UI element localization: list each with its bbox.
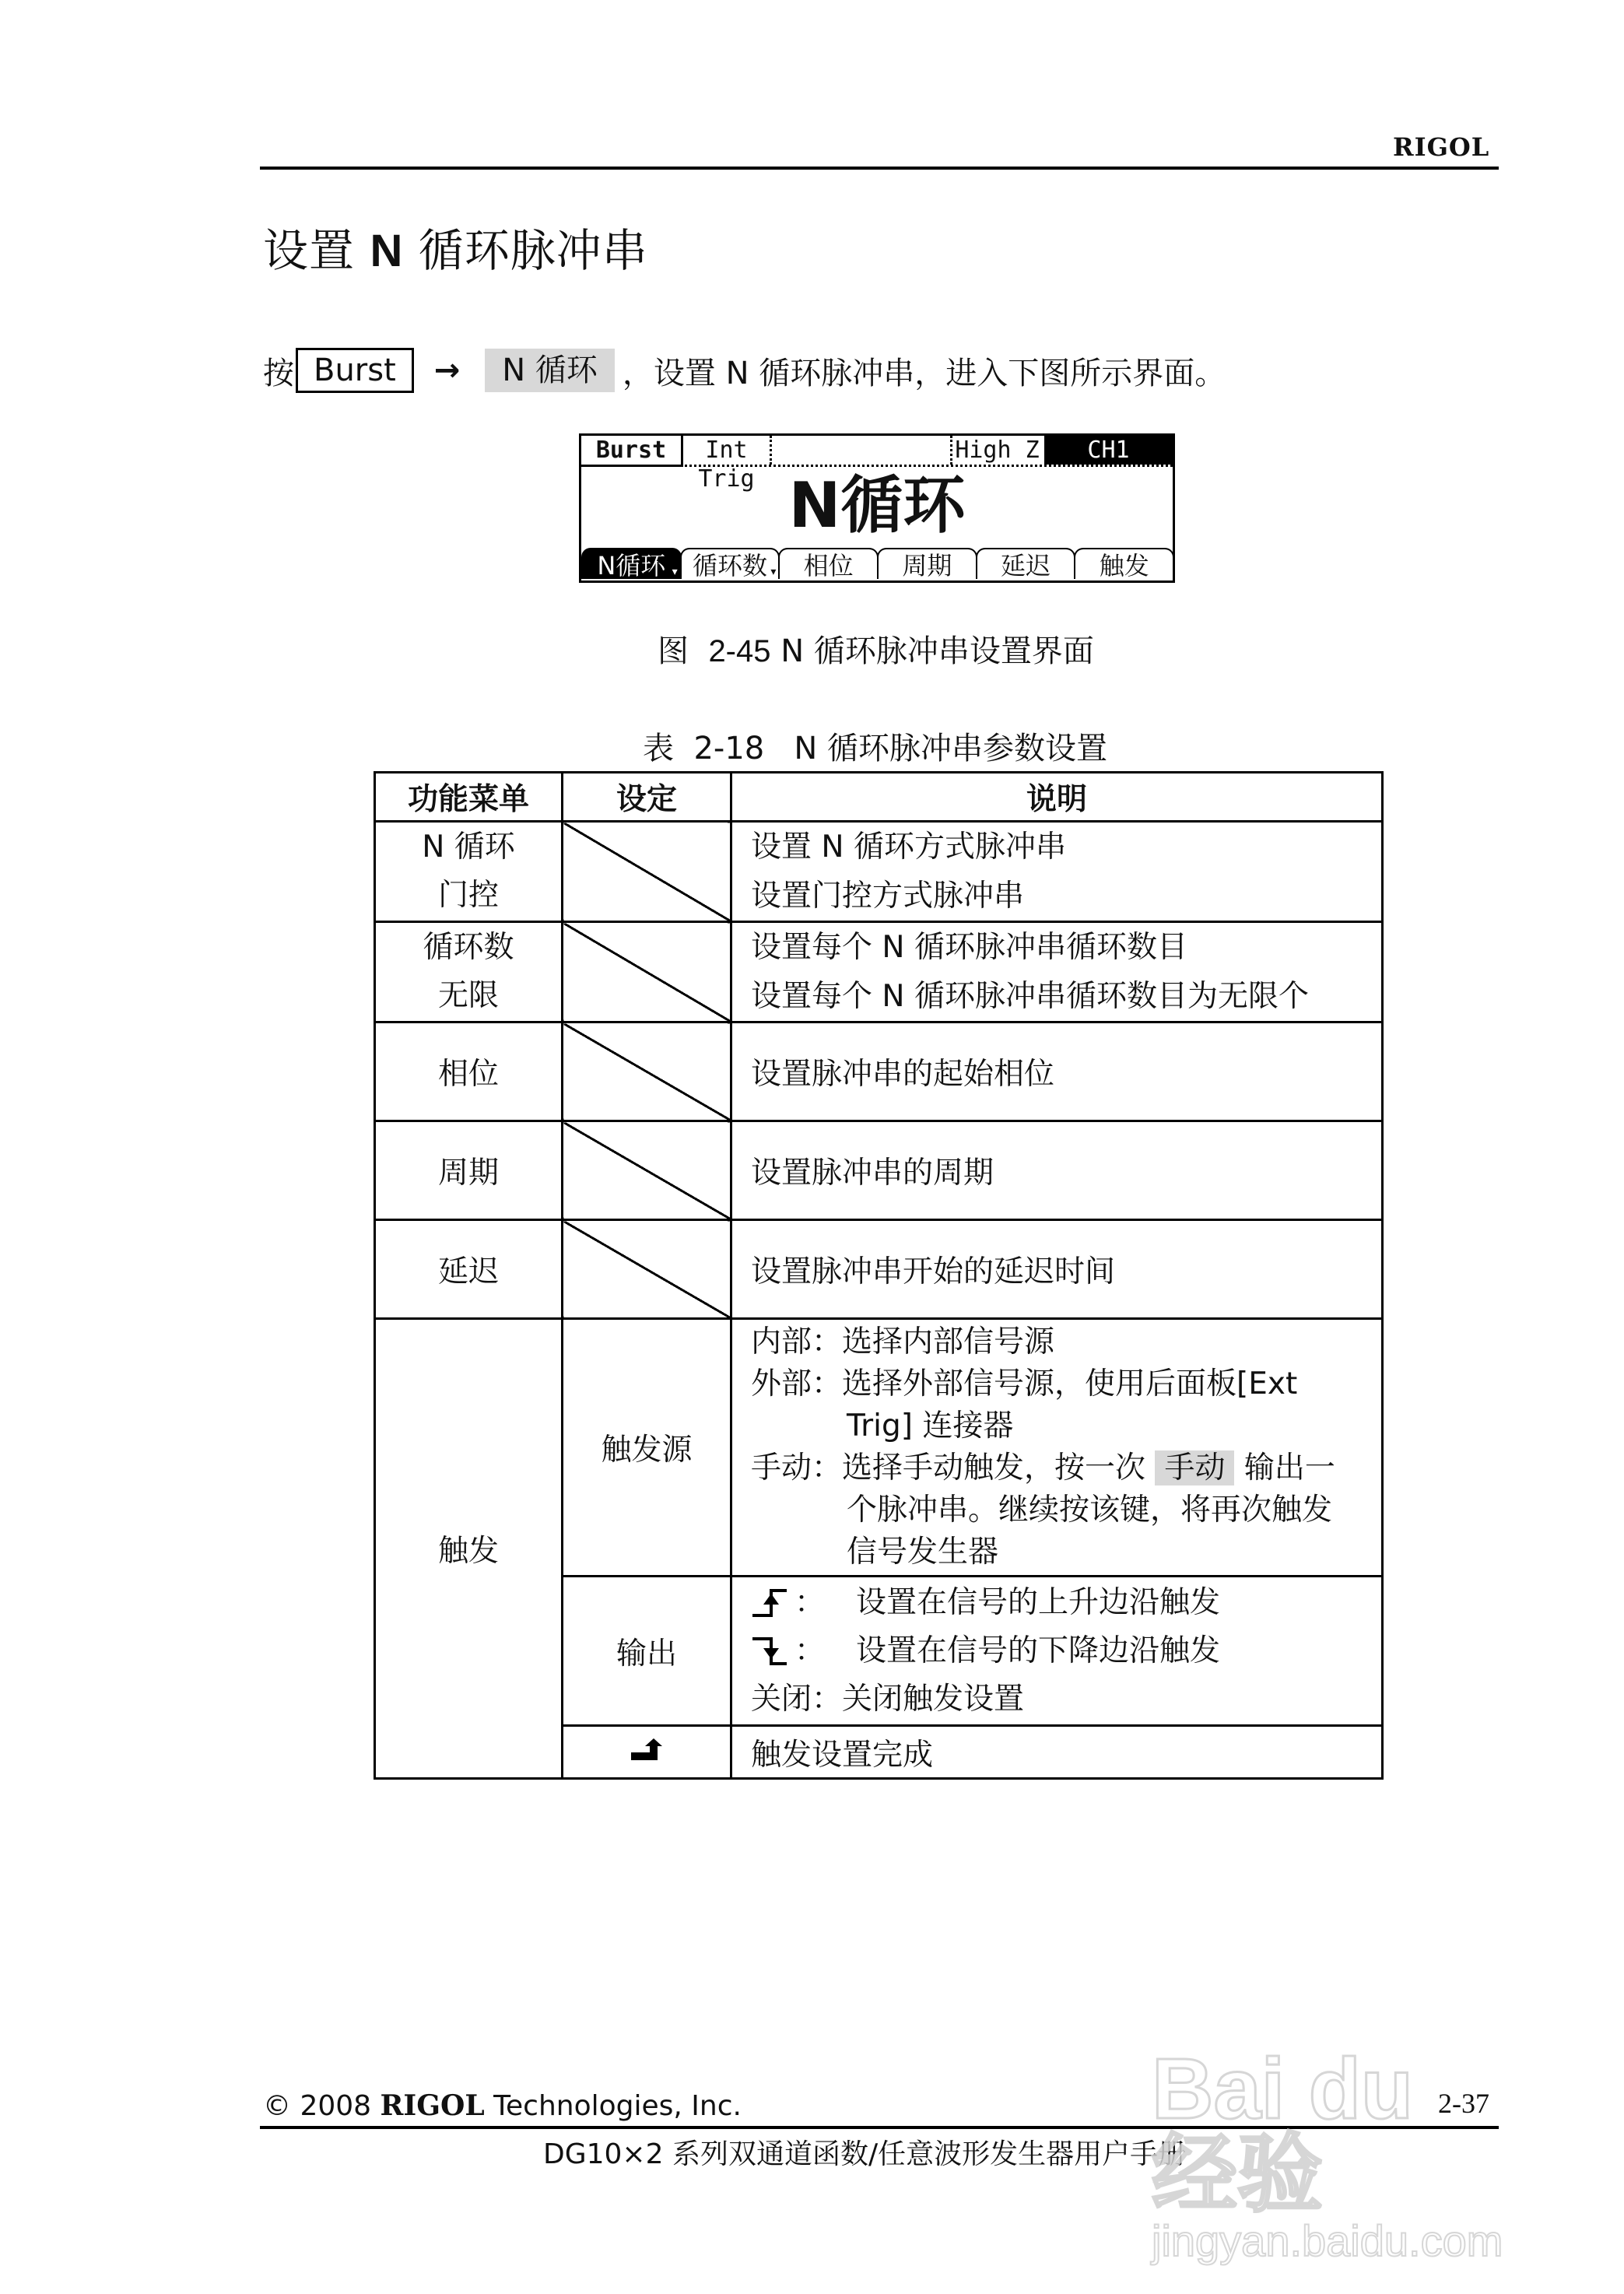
menu-cell: N 循环 (422, 830, 515, 865)
burst-key: Burst (296, 348, 414, 393)
dropdown-triangle-icon: ▾ (672, 566, 678, 578)
menu-cell: 循环数 (423, 930, 514, 965)
instruction-rest: ，设置 N 循环脉冲串，进入下图所示界面。 (622, 355, 1226, 391)
colon: ： (794, 1633, 826, 1668)
copyright-year: © 2008 (263, 2090, 372, 2122)
col-header-description: 说明 (731, 773, 1383, 822)
lcd-menu-n-cycle (581, 548, 682, 579)
table-row (375, 1121, 1383, 1220)
menu-cell-trigger (375, 1319, 563, 1779)
table-row (375, 822, 1383, 922)
empty-setting-cell (563, 922, 731, 1022)
book-title: DG10×2 系列双通道函数/任意波形发生器用户手册 (543, 2138, 1187, 2170)
header-brand-logo: RIGOL (1393, 132, 1490, 162)
manual-softkey: 手动 (1155, 1450, 1234, 1485)
lcd-menu-trigger: 触发 (1074, 548, 1174, 579)
footer-copyright (263, 2089, 742, 2122)
watermark-logo: Bai du 经验 (1152, 2041, 1414, 2222)
parameter-table (374, 771, 1384, 1780)
setting-trigger-output: 输出 (563, 1577, 731, 1726)
footer-brand: RIGOL (380, 2089, 485, 2122)
lcd-screen (579, 433, 1175, 583)
desc-cell: 设置脉冲串的起始相位 (731, 1022, 1383, 1121)
n-cycle-softkey: N 循环 (485, 349, 615, 392)
caption-text: N 循环脉冲串参数设置 (794, 731, 1108, 766)
desc-trigger-done: 触发设置完成 (731, 1726, 1383, 1779)
instruction-line (263, 348, 1226, 393)
menu-cell: 门控 (437, 878, 499, 913)
header-rule (260, 167, 1499, 170)
desc-cell: 设置脉冲串开始的延迟时间 (731, 1220, 1383, 1319)
caption-prefix: 图 (658, 633, 689, 669)
manual-text-cont2: 信号发生器 (847, 1535, 999, 1570)
title-suffix: 循环脉冲串 (418, 224, 648, 277)
return-arrow-icon (630, 1738, 664, 1762)
manual-text: 选择手动触发，按一次 (842, 1450, 1146, 1485)
rising-text: 设置在信号的上升边沿触发 (856, 1584, 1221, 1620)
lcd-menu-cycles (680, 548, 780, 579)
empty-setting-cell (563, 822, 731, 922)
external-text: 选择外部信号源，使用后面板[Ext (842, 1366, 1298, 1401)
falling-edge-icon (751, 1634, 791, 1670)
lcd-channel: CH1 (1044, 436, 1173, 465)
instruction-press: 按 (263, 355, 294, 391)
menu-cell: 无限 (437, 978, 499, 1013)
caption-number: 2-45 (708, 634, 771, 668)
lcd-softkey-menu (581, 548, 1173, 581)
desc-cell: 设置每个 N 循环脉冲串循环数目为无限个 (751, 979, 1309, 1014)
lcd-menu-delay: 延迟 (976, 548, 1076, 579)
watermark-url: jingyan.baidu.com (1152, 2216, 1503, 2265)
external-text-cont: Trig] 连接器 (847, 1408, 1014, 1443)
lcd-impedance: High Z (955, 437, 1040, 464)
desc-cell: 设置 N 循环方式脉冲串 (751, 830, 1066, 865)
menu-cell: 延迟 (375, 1220, 563, 1319)
table-header-row (375, 773, 1383, 822)
internal-text: 选择内部信号源 (842, 1324, 1055, 1359)
lcd-trigger-source: Int Trig (683, 436, 772, 465)
copyright-company: Technologies, Inc. (493, 2090, 742, 2122)
baidu-watermark (1152, 2041, 1517, 2265)
table-row-trigger-source (375, 1319, 1383, 1577)
menu-cell: 周期 (375, 1121, 563, 1220)
desc-cell: 设置每个 N 循环脉冲串循环数目 (751, 930, 1187, 965)
caption-prefix: 表 (643, 731, 674, 766)
setting-trigger-source: 触发源 (563, 1319, 731, 1577)
off-label: 关闭： (751, 1681, 843, 1717)
lcd-mode: Burst (581, 436, 683, 467)
table-row (375, 922, 1383, 1022)
desc-cell: 设置脉冲串的周期 (731, 1121, 1383, 1220)
table-row (375, 1022, 1383, 1121)
col-header-setting: 设定 (563, 773, 731, 822)
title-prefix: 设置 (263, 224, 356, 277)
col-header-menu: 功能菜单 (375, 773, 563, 822)
page-number: 2-37 (1438, 2088, 1489, 2119)
trigger-label: 触发 (437, 1534, 499, 1569)
dropdown-triangle-icon: ▾ (770, 566, 777, 578)
manual-text-after: 输出一 (1243, 1450, 1335, 1485)
lcd-menu-period: 周期 (877, 548, 977, 579)
lcd-menu-phase: 相位 (778, 548, 879, 579)
colon: ： (794, 1584, 826, 1620)
caption-number: 2-18 (693, 731, 765, 766)
table-caption (643, 724, 1107, 768)
title-bold: N (370, 226, 404, 276)
menu-label: N循环 (597, 551, 666, 581)
empty-setting-cell (563, 1022, 731, 1121)
caption-text: N 循环脉冲串设置界面 (780, 633, 1094, 669)
empty-setting-cell (563, 1121, 731, 1220)
lcd-status-blank (772, 436, 952, 465)
lcd-status-bar (581, 436, 1173, 493)
section-title (263, 214, 648, 279)
manual-text-cont: 个脉冲串。继续按该键，将再次触发 (847, 1493, 1333, 1528)
internal-label: 内部： (751, 1324, 843, 1359)
desc-cell: 设置门控方式脉冲串 (751, 879, 1025, 914)
rising-edge-icon (751, 1586, 791, 1622)
table-row (375, 1220, 1383, 1319)
menu-label: 循环数 (693, 551, 768, 581)
lcd-main-text: N循环 (788, 469, 966, 542)
desc-trigger-output (731, 1577, 1383, 1726)
setting-return (563, 1726, 731, 1779)
desc-trigger-source (731, 1319, 1383, 1577)
empty-setting-cell (563, 1220, 731, 1319)
off-text: 关闭触发设置 (842, 1681, 1025, 1717)
menu-cell: 相位 (375, 1022, 563, 1121)
figure-caption (658, 626, 1094, 671)
manual-label: 手动： (751, 1450, 843, 1485)
external-label: 外部： (751, 1366, 843, 1401)
arrow-right-icon: → (433, 353, 461, 388)
falling-text: 设置在信号的下降边沿触发 (856, 1633, 1221, 1668)
